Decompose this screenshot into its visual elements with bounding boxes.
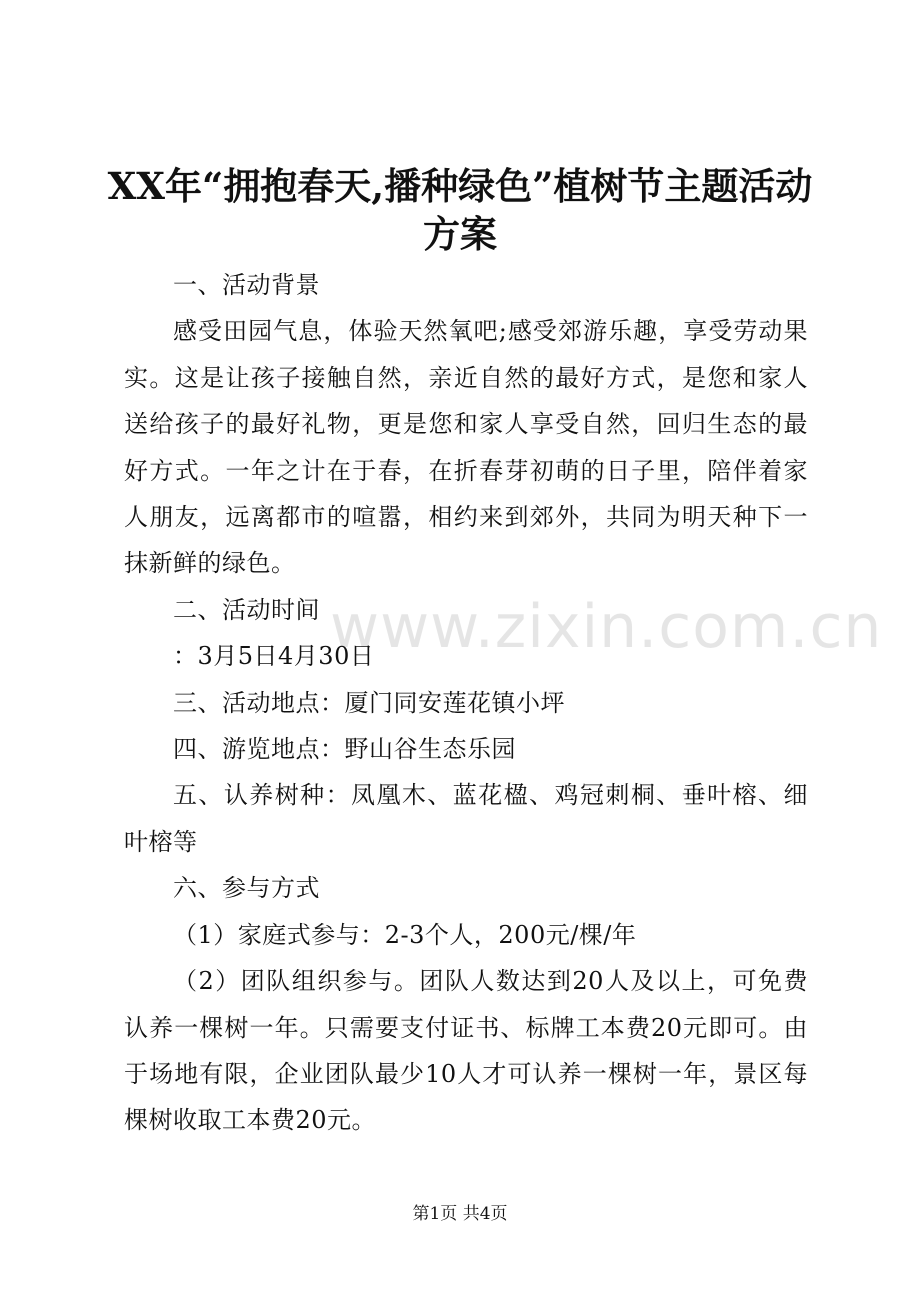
paragraph-time: ：3月5日4月30日 (173, 642, 375, 671)
paragraph-tour-site: 四、游览地点：野山谷生态乐园 (173, 735, 516, 764)
page-footer: 第1页 共4页 (412, 1204, 508, 1224)
section-heading-participation: 六、参与方式 (173, 874, 320, 903)
watermark: www.zixin.com.cn (330, 592, 883, 662)
section-heading-background: 一、活动背景 (173, 271, 320, 299)
paragraph-tree-species: 五、认养树种：凤凰木、蓝花楹、鸡冠刺桐、垂叶榕、细叶榕等 (124, 781, 808, 856)
paragraph-team-participation: （2）团队组织参与。团队人数达到20人及以上，可免费认养一棵树一年。只需要支付证书、标牌工本费20元即可。由于场地有限，企业团队最少10人才可认养一棵树一年，景区每棵树收取工本费20元。 (124, 967, 808, 1135)
section-heading-time: 二、活动时间 (173, 595, 320, 624)
paragraph-background: 感受田园气息，体验天然氧吧;感受郊游乐趣，享受劳动果实。这是让孩子接触自然，亲近自然的最好方式，是您和家人送给孩子的最好礼物，更是您和家人享受自然，回归生态的最好方式。一年之计在于春，在折春芽初萌的日子里，陪伴着家人朋友，远离都市的喧嚣，相约来到郊外，共同为明天种下一抹新鲜的绿色。 (124, 317, 808, 578)
paragraph-venue: 三、活动地点：厦门同安莲花镇小坪 (173, 688, 565, 717)
paragraph-family-participation: （1）家庭式参与：2-3个人，200元/棵/年 (173, 920, 637, 949)
document-body (124, 262, 808, 1144)
document-title: XX年“拥抱春天,播种绿色”植树节主题活动方案 (107, 164, 813, 256)
